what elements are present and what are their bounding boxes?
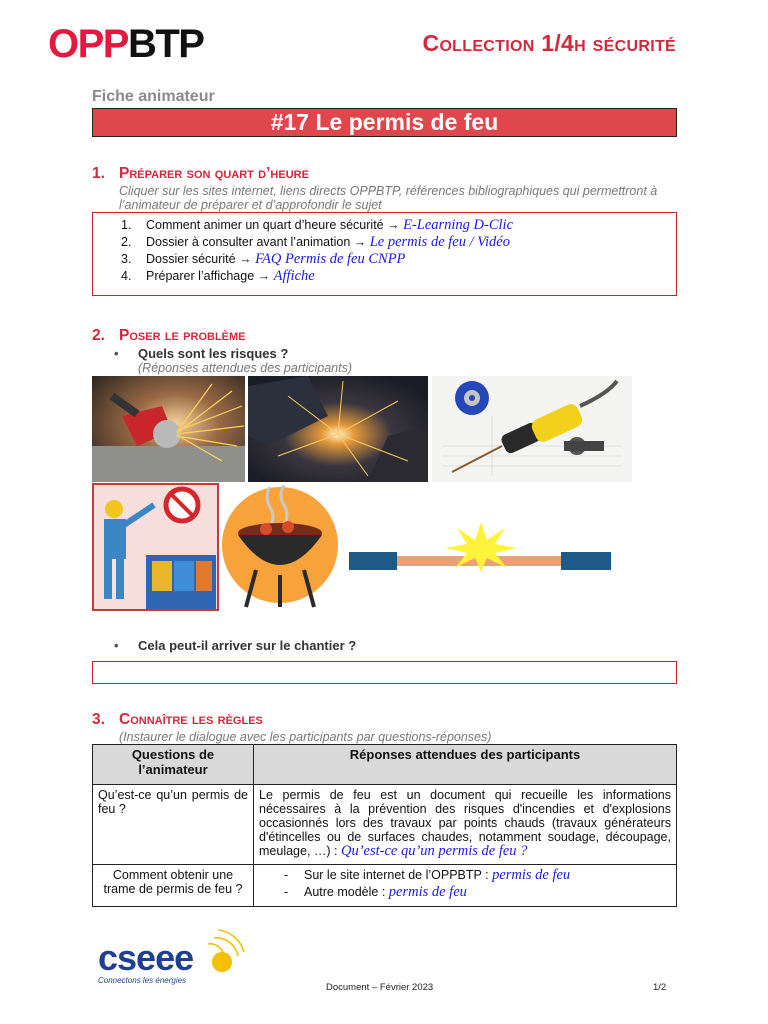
bullet-text: Cela peut-il arriver sur le chantier ? bbox=[138, 638, 357, 653]
page-title: #17 Le permis de feu bbox=[92, 108, 677, 137]
section-3-title: Connaître les règles bbox=[119, 711, 263, 728]
link-faq-cnpp[interactable]: FAQ Permis de feu CNPP bbox=[255, 251, 406, 267]
illustration-electric-spark bbox=[349, 522, 611, 572]
list-item bbox=[121, 251, 676, 268]
list-item bbox=[121, 217, 676, 234]
oppbtp-logo bbox=[48, 22, 203, 66]
dash: - bbox=[284, 885, 289, 899]
list-text: Préparer l’affichage → bbox=[146, 269, 274, 283]
section-1-number: 1. bbox=[92, 165, 105, 182]
bullet-dot: • bbox=[114, 346, 119, 361]
answer-box bbox=[92, 661, 677, 684]
list-item bbox=[121, 234, 676, 251]
preparation-list bbox=[92, 212, 677, 296]
list-text: Comment animer un quart d’heure sécurité → bbox=[146, 218, 404, 232]
logo-btp: BTP bbox=[127, 22, 204, 66]
answer-text: Sur le site internet de l’OPPBTP : bbox=[304, 868, 493, 882]
collection-title: Collection 1/4h sécurité bbox=[422, 30, 676, 56]
table-cell-question: Comment obtenir une trame de permis de feu ? bbox=[93, 865, 254, 907]
section-2-heading bbox=[92, 327, 246, 345]
footer-document-date: Document – Février 2023 bbox=[326, 982, 434, 993]
section-2-title: Poser le problème bbox=[119, 327, 246, 344]
dash: - bbox=[284, 868, 289, 882]
logo-opp: OPP bbox=[48, 22, 128, 66]
list-text: Dossier à consulter avant l’animation → bbox=[146, 235, 370, 249]
table-header-row bbox=[93, 745, 677, 785]
table-cell-question: Qu’est-ce qu’un permis de feu ? bbox=[93, 785, 254, 865]
illustration-flammable-products bbox=[92, 483, 219, 611]
photo-grinder-sparks bbox=[92, 376, 245, 482]
list-number: 4. bbox=[121, 269, 132, 283]
section-2-number: 2. bbox=[92, 327, 105, 344]
fiche-label: Fiche animateur bbox=[92, 88, 215, 105]
list-number: 1. bbox=[121, 218, 132, 232]
table-header-questions: Questions de l’animateur bbox=[93, 745, 254, 785]
section-1-title: Préparer son quart d’heure bbox=[119, 165, 309, 182]
cseee-logo-text: cseee bbox=[98, 937, 194, 978]
list-number: 3. bbox=[121, 252, 132, 266]
bullet-text: Quels sont les risques ? bbox=[138, 346, 289, 361]
link-permis-feu-oppbtp[interactable]: permis de feu bbox=[492, 867, 571, 883]
bullet-dot: • bbox=[114, 638, 119, 653]
list-text: Dossier sécurité → bbox=[146, 252, 256, 266]
section-2-note: (Réponses attendues des participants) bbox=[138, 361, 353, 375]
table-header-answers: Réponses attendues des participants bbox=[254, 745, 677, 785]
cseee-logo bbox=[96, 926, 246, 990]
list-number: 2. bbox=[121, 235, 132, 249]
answer-text: Le permis de feu est un document qui recueille les informations nécessaires à la prévention des risques d'incendies et d'explosions occasionnés lors des travaux par points chauds (travaux générateurs d'étincelles ou de surfaces chaudes, notamment soudage, découpage, meulage, …) : bbox=[259, 788, 671, 858]
table-row bbox=[93, 865, 677, 907]
link-affiche[interactable]: Affiche bbox=[273, 268, 315, 284]
list-item bbox=[284, 868, 671, 885]
table-cell-answer bbox=[254, 785, 677, 865]
table-row bbox=[93, 785, 677, 865]
section-3-note: (Instaurer le dialogue avec les participants par questions-réponses) bbox=[119, 730, 492, 744]
list-item bbox=[284, 885, 671, 902]
answer-text: Autre modèle : bbox=[304, 885, 389, 899]
section-3-number: 3. bbox=[92, 711, 105, 728]
questions-table bbox=[92, 744, 677, 907]
section-3-heading bbox=[92, 711, 263, 729]
link-permis-feu-autre[interactable]: permis de feu bbox=[388, 884, 467, 900]
footer-page-number: 1/2 bbox=[653, 982, 667, 993]
link-quest-ce-permis[interactable]: Qu’est-ce qu’un permis de feu ? bbox=[340, 843, 528, 859]
section-1-note: Cliquer sur les sites internet, liens directs OPPBTP, références bibliographiques qui permettront à l’animateur de préparer et d’approfondir le sujet bbox=[119, 184, 658, 212]
list-item bbox=[121, 268, 676, 285]
link-elearning-dclic[interactable]: E-Learning D-Clic bbox=[403, 217, 514, 233]
photo-soldering-iron bbox=[432, 376, 632, 482]
cseee-tagline: Connectons les énergies bbox=[98, 976, 187, 985]
bullet-risques bbox=[114, 346, 288, 361]
illustration-barbecue bbox=[222, 485, 339, 610]
photo-welding bbox=[248, 376, 428, 482]
bullet-chantier bbox=[114, 638, 356, 653]
link-permis-feu-video[interactable]: Le permis de feu / Vidéo bbox=[369, 234, 510, 250]
section-1-heading bbox=[92, 165, 309, 183]
table-cell-answer bbox=[254, 865, 677, 907]
